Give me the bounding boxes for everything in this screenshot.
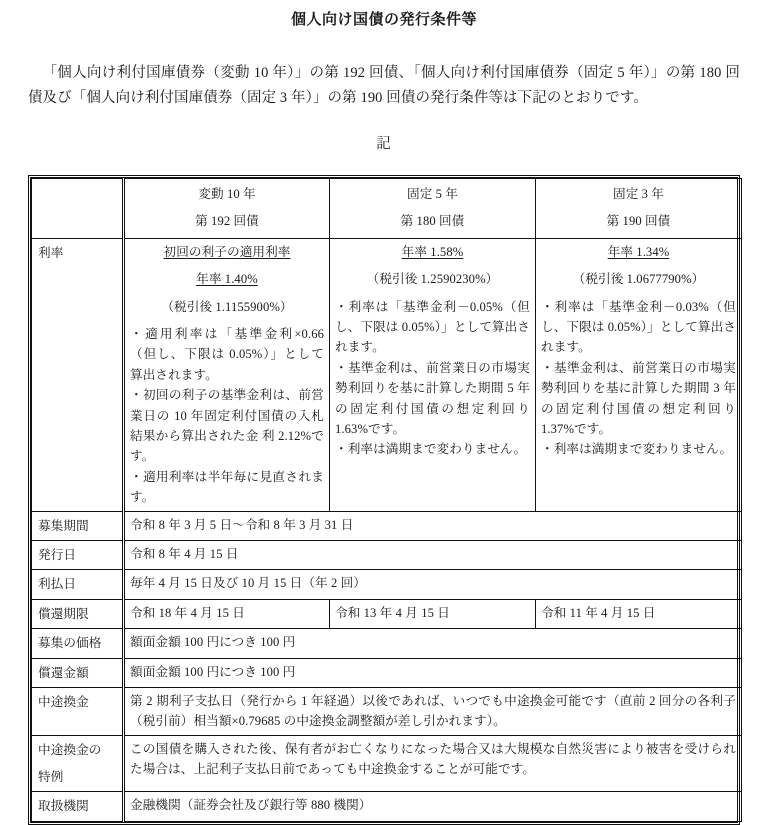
row-value-handling-institutions: 金融機関（証券会社及び銀行等 880 機関） [124,792,742,821]
table-row-redemption-amount [32,658,742,687]
conditions-table-wrapper [28,175,740,825]
rate-notes-floating10 [130,324,324,508]
row-label-interest-payment-date: 利払日 [32,570,124,599]
maturity-fixed5: 令和 13 年 4 月 15 日 [330,599,536,628]
table-row-early-redemption [32,687,742,735]
rate-note: ・基準金利は、前営業日の市場実勢利回りを基に計算した期間 5 年の固定利付国債の想定利回り 1.63%です。 [335,360,530,436]
ki-marker: 記 [376,136,392,153]
rate-cell-fixed3 [536,238,742,511]
early-redemption-special-text: この国債を購入された後、保有者がお亡くなりになった場合又は大規模な自然災害により被害を受けられた場合は、上記利子支払日前であっても中途換金することが可能です。 [130,741,736,777]
row-label-line2: 特例 [38,770,64,785]
early-redemption-text: 第 2 期利子支払日（発行から 1 年経過）以後であれば、いつでも中途換金可能です（直前 2 回分の各利子（税引前）相当額×0.79685 の中途換金調整額が差し引かれます）。 [130,693,736,729]
rate-notes-fixed3 [541,297,736,460]
rate-note: ・適用利率は半年毎に見直されます。 [130,469,324,505]
row-value-offer-price: 額面金額 100 円につき 100 円 [124,629,742,658]
header-issue-fixed5: 第 180 回債 [400,214,465,229]
rate-note: ・利率は満期まで変わりません。 [335,442,527,457]
table-row-issue-date [32,540,742,569]
rate-cell-fixed5 [330,238,536,511]
row-value-issue-date: 令和 8 年 4 月 15 日 [124,540,742,569]
header-type-floating10: 変動 10 年 [198,187,256,202]
table-row-rate [32,238,742,511]
row-label-early-redemption-special [32,735,124,792]
row-label-early-redemption: 中途換金 [32,687,124,735]
rate-note: ・利率は満期まで変わりません。 [541,442,733,457]
row-label-redemption-amount: 償還金額 [32,658,124,687]
document-page [0,11,768,814]
header-issue-fixed3: 第 190 回債 [606,214,671,229]
lead-paragraph: 「個人向け利付国庫債券（変動 10 年）」の第 192 回債、「個人向け利付国庫債券（固定 5 年）」の第 180 回債及び「個人向け利付国庫債券（固定 3 年）」の第 190 回債の発行条件等は下記のとおりです。 [28,64,740,107]
row-value-interest-payment-date: 毎年 4 月 15 日及び 10 月 15 日（年 2 回） [124,570,742,599]
row-value-early-redemption-special [124,735,742,792]
rate-note: ・基準金利は、前営業日の市場実勢利回りを基に計算した期間 3 年の固定利付国債の想定利回り 1.37%です。 [541,360,736,436]
rate-value-floating10: 年率 1.40% [196,272,258,287]
table-row-interest-payment-date [32,570,742,599]
rate-note: ・初回の利子の基準金利は、前営業日の 10 年固定利付国債の入札結果から算出された金 利 2.12%です。 [130,388,324,464]
maturity-floating10: 令和 18 年 4 月 15 日 [124,599,330,628]
row-label-offer-period: 募集期間 [32,511,124,540]
issuance-conditions-table [31,178,742,822]
table-row-offer-price [32,629,742,658]
rate-after-tax-fixed3: （税引後 1.0677790%） [572,272,705,287]
row-label-line1: 中途換金の [38,742,102,757]
table-row-early-redemption-special [32,735,742,792]
header-col-floating10 [124,179,330,239]
header-issue-floating10: 第 192 回債 [195,214,259,229]
row-label-offer-price: 募集の価格 [32,629,124,658]
row-value-redemption-amount: 額面金額 100 円につき 100 円 [124,658,742,687]
header-col-fixed3 [536,179,742,239]
rate-after-tax-floating10: （税引後 1.1155900%） [161,299,293,314]
rate-note: ・利率は「基準金利－0.05%（但し、下限は 0.05%）」として算出されます。 [335,299,530,355]
rate-value-fixed3: 年率 1.34% [607,244,670,259]
row-value-offer-period: 令和 8 年 3 月 5 日～令和 8 年 3 月 31 日 [124,511,742,540]
header-col-fixed5 [330,179,536,239]
rate-cell-floating10 [124,238,330,511]
header-type-fixed5: 固定 5 年 [407,187,458,202]
row-label-rate: 利率 [32,238,124,511]
row-label-maturity: 償還期限 [32,599,124,628]
table-row-handling-institutions [32,792,742,821]
rate-notes-fixed5 [335,297,530,460]
table-row-maturity [32,599,742,628]
table-row-offer-period [32,511,742,540]
rate-headline-floating10: 初回の利子の適用利率 [163,244,291,259]
maturity-fixed3: 令和 11 年 4 月 15 日 [536,599,742,628]
rate-note: ・利率は「基準金利－0.03%（但し、下限は 0.05%）」として算出されます。 [541,299,736,355]
rate-note: ・適用利率は「基準金利×0.66（但し、下限は 0.05%）」として算出されます。 [130,327,324,382]
row-label-issue-date: 発行日 [32,540,124,569]
page-title: 個人向け国債の発行条件等 [290,12,477,28]
table-header-row [32,179,742,239]
rate-value-fixed5: 年率 1.58% [401,244,464,259]
rate-after-tax-fixed5: （税引後 1.2590230%） [366,272,499,287]
header-type-fixed3: 固定 3 年 [613,187,664,202]
row-label-handling-institutions: 取扱機関 [32,792,124,821]
row-value-early-redemption [124,687,742,735]
header-stub-cell [32,179,124,239]
